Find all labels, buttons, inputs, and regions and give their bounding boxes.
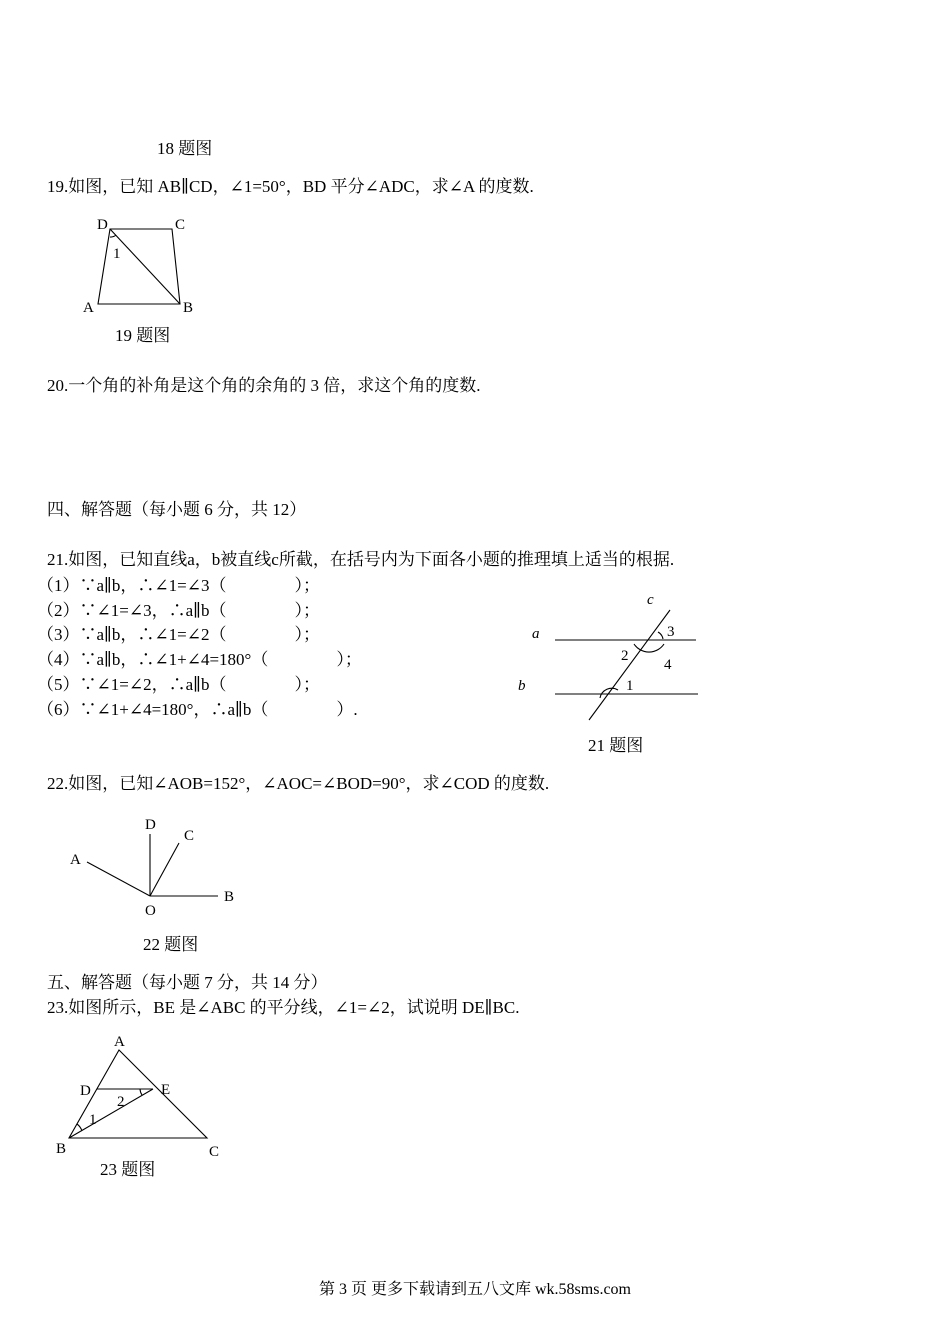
fig23-label-1: 1: [89, 1112, 97, 1128]
section-5-title: 五、解答题（每小题 7 分，共 14 分）: [47, 973, 328, 992]
fig23-label-c: C: [209, 1144, 220, 1160]
fig19-label-a: A: [83, 300, 94, 316]
fig21-label-b: b: [518, 678, 526, 694]
fig23-label-a: A: [114, 1034, 125, 1050]
fig19-label-d: D: [97, 217, 108, 233]
figure-21: [510, 582, 710, 727]
fig19-trapezoid: [98, 229, 180, 304]
question-21-item-6: （6）∵∠1+∠4=180°，∴a∥b（ ）.: [37, 700, 358, 719]
fig19-diagonal-bd: [110, 229, 180, 304]
question-20-text: 20.一个角的补角是这个角的余角的 3 倍，求这个角的度数.: [47, 376, 481, 395]
fig19-angle-1-arc: [110, 235, 116, 237]
figure-18-caption: 18 题图: [157, 139, 213, 158]
fig21-angle-3-arc: [658, 632, 663, 639]
fig21-label-3: 3: [667, 624, 675, 640]
page-footer: 第 3 页 更多下载请到五八文库 wk.58sms.com: [319, 1281, 632, 1298]
fig19-label-angle1: 1: [113, 246, 121, 262]
question-21-text: 21.如图，已知直线a，b被直线c所截，在括号内为下面各小题的推理填上适当的根据.: [47, 550, 675, 569]
figure-22: [60, 808, 250, 923]
fig23-label-d: D: [80, 1083, 91, 1099]
fig21-label-1: 1: [626, 678, 634, 694]
figure-23-caption: 23 题图: [100, 1160, 156, 1179]
fig22-label-d: D: [145, 817, 156, 833]
figure-19-caption: 19 题图: [115, 326, 171, 345]
question-21-item-4: （4）∵a∥b，∴∠1+∠4=180°（ ）；: [37, 650, 362, 669]
fig23-label-b: B: [56, 1141, 67, 1157]
question-19-text: 19.如图，已知 AB∥CD，∠1=50°，BD 平分∠ADC，求∠A 的度数.: [47, 177, 534, 196]
figure-22-caption: 22 题图: [143, 935, 199, 954]
question-23-text: 23.如图所示，BE 是∠ABC 的平分线，∠1=∠2，试说明 DE∥BC.: [47, 998, 520, 1017]
fig21-label-a: a: [532, 626, 540, 642]
fig21-label-4: 4: [664, 657, 672, 673]
fig21-angle-4-arc: [634, 644, 664, 652]
question-21-item-3: （3）∵a∥b，∴∠1=∠2（ ）；: [37, 625, 320, 644]
fig19-label-c: C: [175, 217, 186, 233]
fig22-label-c: C: [184, 828, 195, 844]
question-21-item-1: （1）∵a∥b，∴∠1=∠3（ ）；: [37, 576, 320, 595]
fig22-label-b: B: [224, 889, 235, 905]
fig23-label-2: 2: [117, 1094, 125, 1110]
fig21-label-c: c: [647, 592, 654, 608]
figure-19: [80, 212, 210, 322]
section-4-title: 四、解答题（每小题 6 分，共 12）: [47, 500, 307, 519]
fig23-angle-2-arc: [140, 1089, 142, 1095]
question-21-item-5: （5）∵∠1=∠2，∴a∥b（ ）；: [37, 675, 320, 694]
fig23-label-e: E: [161, 1082, 171, 1098]
figure-21-caption: 21 题图: [588, 736, 644, 755]
fig21-line-c: [589, 610, 670, 720]
fig23-angle-1-arc: [77, 1124, 82, 1131]
fig22-label-o: O: [145, 903, 156, 919]
question-21-item-2: （2）∵∠1=∠3，∴a∥b（ ）；: [37, 601, 320, 620]
fig19-label-b: B: [183, 300, 194, 316]
fig22-label-a: A: [70, 852, 81, 868]
figure-23: [50, 1030, 230, 1160]
fig22-ray-oa: [87, 862, 150, 896]
question-22-text: 22.如图，已知∠AOB=152°，∠AOC=∠BOD=90°，求∠COD 的度数.: [47, 774, 550, 793]
fig22-ray-oc: [150, 843, 179, 896]
fig21-label-2: 2: [621, 648, 629, 664]
